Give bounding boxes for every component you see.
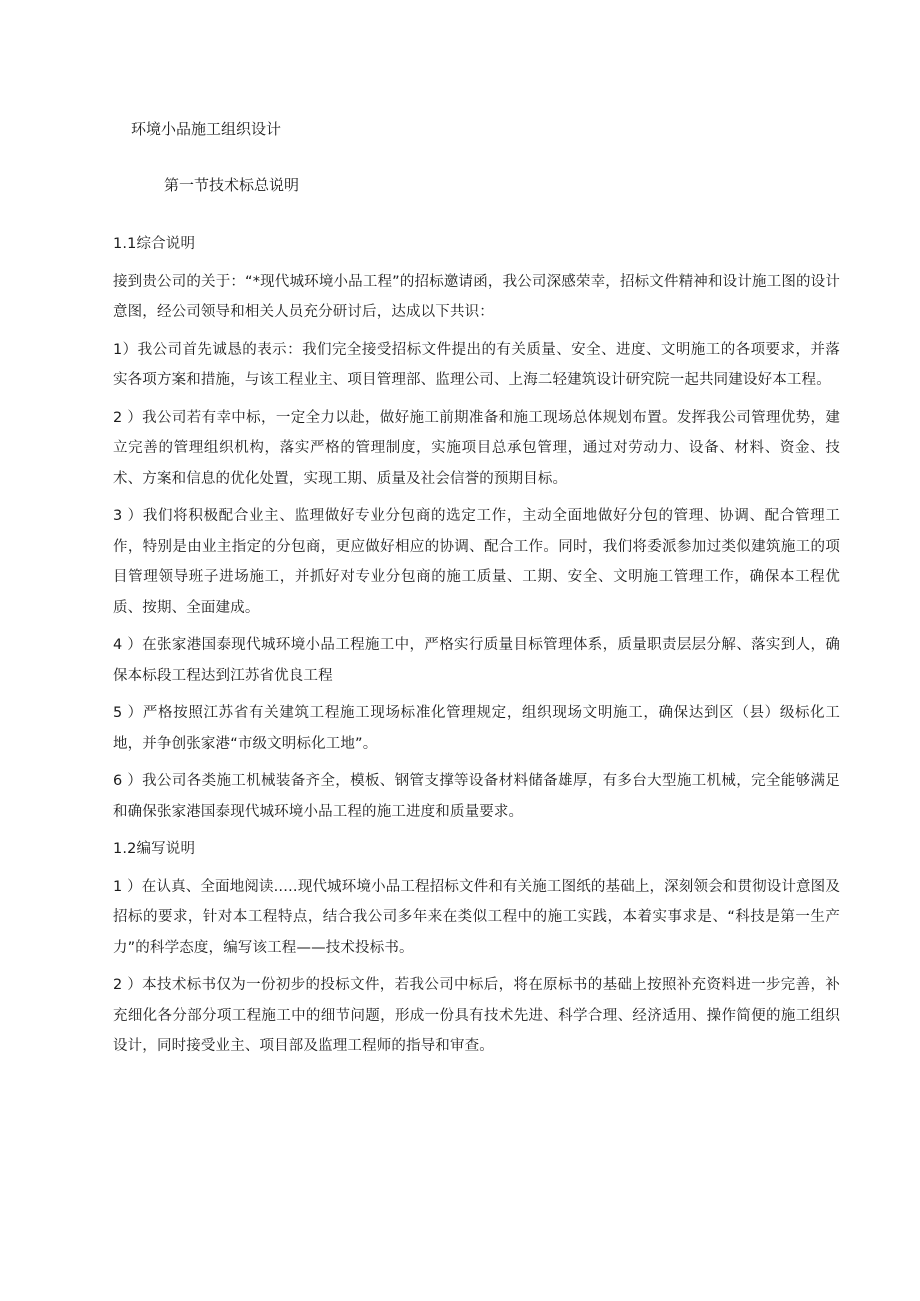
list-item: 1）我公司首先诚恳的表示：我们完全接受招标文件提出的有关质量、安全、进度、文明施工的各项要求，并落实各项方案和措施，与该工程业主、项目管理部、监理公司、上海二轻建筑设计研究院一起共同建设好本工程。 (113, 341, 840, 388)
list-item: 2 ）我公司若有幸中标，一定全力以赴，做好施工前期准备和施工现场总体规划布置。发挥我公司管理优势，建立完善的管理组织机构，落实严格的管理制度，实施项目总承包管理，通过对劳动力、设备、材料、资金、技术、方案和信息的优化处置，实现工期、质量及社会信誉的预期目标。 (113, 409, 840, 487)
document-title: 环境小品施工组织设计 (131, 120, 282, 138)
list-item: 6 ）我公司各类施工机械装备齐全，模板、钢管支撑等设备材料储备雄厚，有多台大型施工机械，完全能够满足和确保张家港国泰现代城环境小品工程的施工进度和质量要求。 (113, 773, 840, 820)
heading-1-2: 1.2编写说明 (113, 841, 196, 857)
list-item: 3 ）我们将积极配合业主、监理做好专业分包商的选定工作，主动全面地做好分包的管理、协调、配合管理工作，特别是由业主指定的分包商，更应做好相应的协调、配合工作。同时，我们将委派参加过类似建筑施工的项目管理领导班子进场施工，并抓好对专业分包商的施工质量、工期、安全、文明施工管理工作，确保本工程优质、按期、全面建成。 (113, 508, 840, 616)
intro-paragraph: 接到贵公司的关于：“*现代城环境小品工程”的招标邀请函，我公司深感荣幸，招标文件精神和设计施工图的设计意图，经公司领导和相关人员充分研讨后，达成以下共识： (113, 273, 840, 320)
list-item: 2 ）本技术标书仅为一份初步的投标文件，若我公司中标后，将在原标书的基础上按照补充资料进一步完善，补充细化各分部分项工程施工中的细节问题，形成一份具有技术先进、科学合理、经济适用、操作简便的施工组织设计，同时接受业主、项目部及监理工程师的指导和审查。 (113, 977, 840, 1054)
section-title: 第一节技术标总说明 (164, 176, 300, 194)
list-item: 1 ）在认真、全面地阅读..…现代城环境小品工程招标文件和有关施工图纸的基础上，深刻领会和贯彻设计意图及招标的要求，针对本工程特点，结合我公司多年来在类似工程中的施工实践，本着实事求是、“科技是第一生产力”的科学态度，编写该工程——技术投标书。 (113, 878, 840, 956)
heading-1-1: 1.1综合说明 (113, 236, 196, 252)
list-item: 4 ）在张家港国泰现代城环境小品工程施工中，严格实行质量目标管理体系，质量职责层层分解、落实到人，确保本标段工程达到江苏省优良工程 (113, 637, 840, 684)
document-body (113, 229, 840, 1069)
list-item: 5 ）严格按照江苏省有关建筑工程施工现场标准化管理规定，组织现场文明施工，确保达到区（县）级标化工地，并争创张家港“市级文明标化工地”。 (113, 705, 840, 752)
